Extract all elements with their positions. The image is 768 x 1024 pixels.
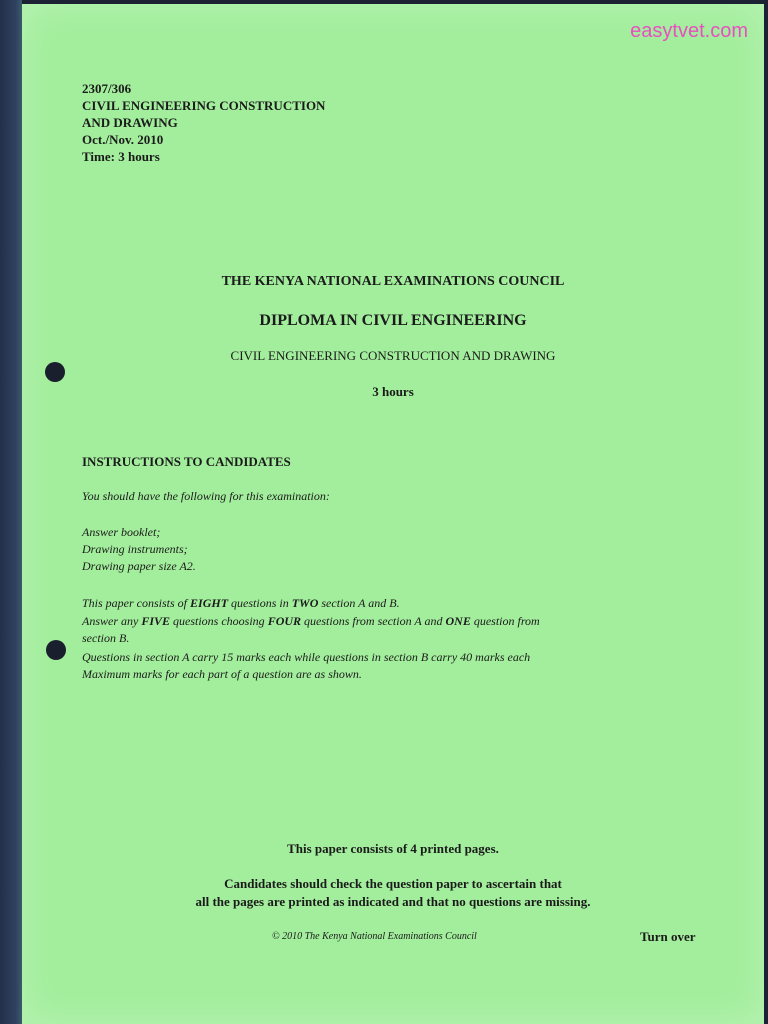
check-note-line1: Candidates should check the question paper to ascertain that: [224, 876, 562, 891]
rule-line-3: Questions in section A carry 15 marks each while questions in section B carry 40 marks each: [82, 650, 531, 664]
required-item: Answer booklet;: [82, 525, 161, 539]
punch-hole-bottom: [46, 640, 66, 660]
exam-session: Oct./Nov. 2010: [82, 132, 164, 147]
required-item: Drawing instruments;: [82, 542, 188, 556]
paper-title-line1: CIVIL ENGINEERING CONSTRUCTION: [82, 98, 326, 113]
instructions-intro: You should have the following for this examination:: [82, 489, 330, 503]
turn-over-note: Turn over: [640, 929, 696, 944]
check-note-line2: all the pages are printed as indicated and that no questions are missing.: [195, 894, 591, 909]
subject-title: CIVIL ENGINEERING CONSTRUCTION AND DRAWING: [230, 348, 556, 363]
paper-code: 2307/306: [82, 81, 132, 96]
instructions-heading: INSTRUCTIONS TO CANDIDATES: [82, 454, 291, 469]
diploma-title: DIPLOMA IN CIVIL ENGINEERING: [259, 312, 527, 329]
rule-line-2: Answer any FIVE questions choosing FOUR questions from section A and ONE question from: [82, 614, 540, 628]
paper-edge-background: [0, 0, 22, 1024]
punch-hole-top: [45, 362, 65, 382]
page-count-note: This paper consists of 4 printed pages.: [287, 841, 499, 856]
council-name: THE KENYA NATIONAL EXAMINATIONS COUNCIL: [221, 274, 565, 289]
duration: 3 hours: [372, 384, 414, 399]
watermark-text: easytvet.com: [630, 20, 748, 42]
rule-line-4: Maximum marks for each part of a question are as shown.: [82, 667, 362, 681]
exam-time: Time: 3 hours: [82, 149, 160, 164]
required-item: Drawing paper size A2.: [82, 559, 196, 573]
rule-line-1: This paper consists of EIGHT questions in TWO section A and B.: [82, 596, 400, 610]
rule-line-2-cont: section B.: [82, 631, 130, 645]
paper-title-line2: AND DRAWING: [82, 115, 178, 130]
copyright-notice: © 2010 The Kenya National Examinations Council: [272, 931, 477, 942]
